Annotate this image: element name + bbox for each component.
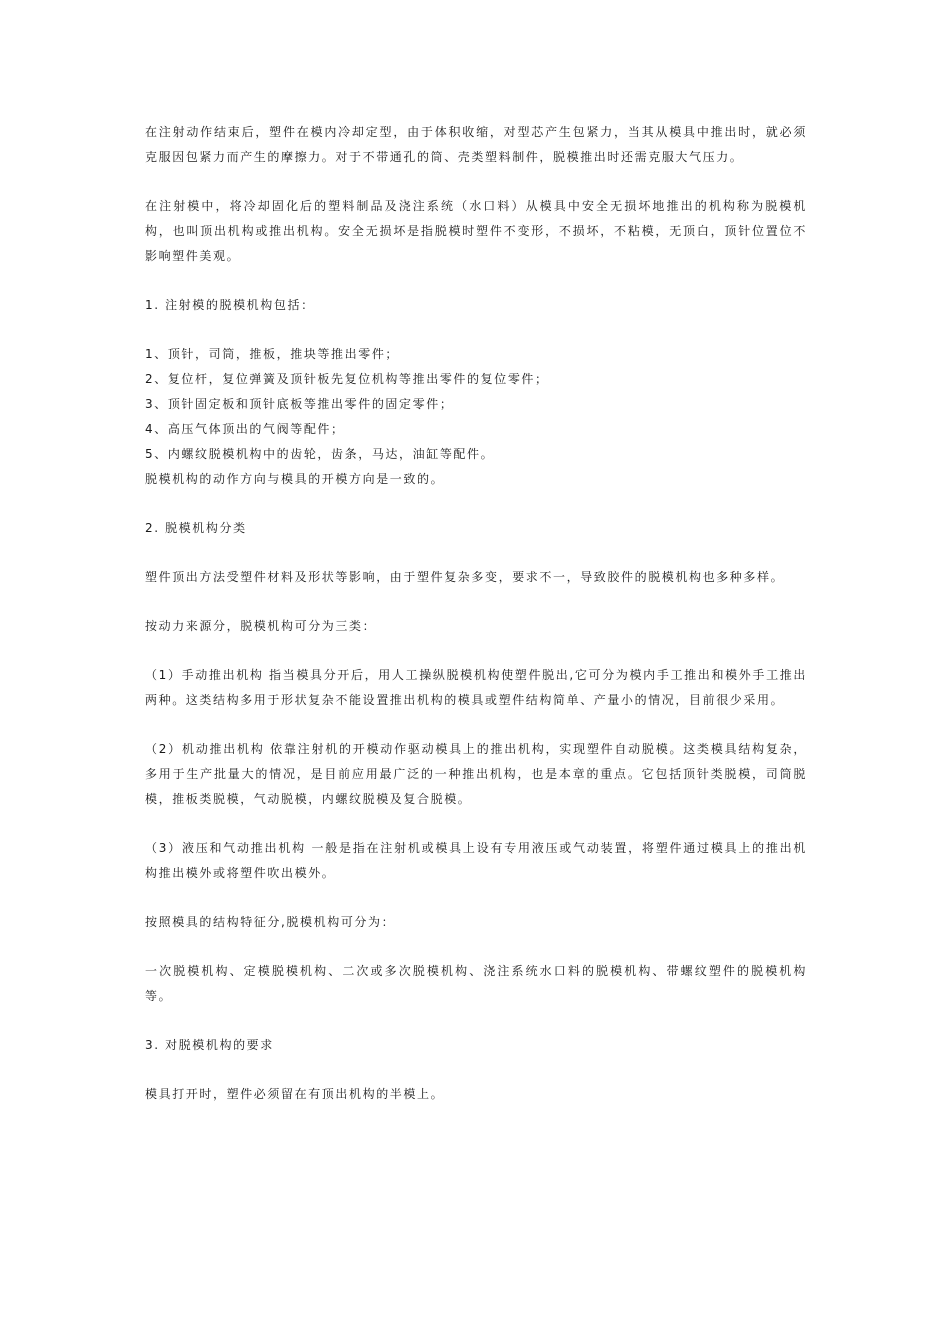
paragraph-intro: 在注射动作结束后，塑件在模内冷却定型，由于体积收缩，对型芯产生包紧力，当其从模具中推出时，就必须克服因包紧力而产生的摩擦力。对于不带通孔的筒、壳类塑料制件，脱模推出时还需克服大气压力。 bbox=[145, 125, 807, 164]
paragraph-structure-types: 一次脱模机构、定模脱模机构、二次或多次脱模机构、浇注系统水口料的脱模机构、带螺纹塑件的脱模机构等。 bbox=[145, 964, 807, 1003]
paragraph-definition: 在注射模中，将冷却固化后的塑料制品及浇注系统（水口料）从模具中安全无损坏地推出的机构称为脱模机构，也叫顶出机构或推出机构。安全无损坏是指脱模时塑件不变形，不损坏，不粘模，无顶白，顶针位置位不影响塑件美观。 bbox=[145, 199, 807, 263]
document-body bbox=[145, 120, 807, 1107]
list-item: 3、顶针固定板和顶针底板等推出零件的固定零件； bbox=[145, 397, 454, 411]
paragraph-ejection-methods: 塑件顶出方法受塑件材料及形状等影响，由于塑件复杂多变，要求不一，导致胶件的脱模机构也多种多样。 bbox=[145, 570, 785, 584]
component-list bbox=[145, 342, 807, 467]
paragraph-power-source: 按动力来源分，脱模机构可分为三类： bbox=[145, 619, 377, 633]
paragraph-hydraulic: （3）液压和气动推出机构 一般是指在注射机或模具上设有专用液压或气动装置，将塑件通过模具上的推出机构推出模外或将塑件吹出模外。 bbox=[145, 841, 807, 880]
list-item: 5、内螺纹脱模机构中的齿轮，齿条，马达，油缸等配件。 bbox=[145, 447, 495, 461]
list-item: 1、顶针，司筒，推板，推块等推出零件； bbox=[145, 347, 400, 361]
list-item: 2、复位杆，复位弹簧及顶针板先复位机构等推出零件的复位零件； bbox=[145, 372, 549, 386]
paragraph-mechanical: （2）机动推出机构 依靠注射机的开模动作驱动模具上的推出机构，实现塑件自动脱模。这类模具结构复杂，多用于生产批量大的情况，是目前应用最广泛的一种推出机构，也是本章的重点。它包括顶针类脱模，司筒脱模，推板类脱模，气动脱模，内螺纹脱模及复合脱模。 bbox=[145, 742, 807, 806]
list-item: 4、高压气体顶出的气阀等配件； bbox=[145, 422, 345, 436]
paragraph-direction: 脱模机构的动作方向与模具的开模方向是一致的。 bbox=[145, 472, 445, 486]
paragraph-structure: 按照模具的结构特征分,脱模机构可分为： bbox=[145, 915, 396, 929]
section-heading-3: 3. 对脱模机构的要求 bbox=[145, 1038, 274, 1052]
paragraph-requirement: 模具打开时，塑件必须留在有顶出机构的半模上。 bbox=[145, 1087, 445, 1101]
paragraph-manual: （1）手动推出机构 指当模具分开后，用人工操纵脱模机构使塑件脱出,它可分为模内手工推出和模外手工推出两种。这类结构多用于形状复杂不能设置推出机构的模具或塑件结构简单、产量小的情况，目前很少采用。 bbox=[145, 668, 807, 707]
section-heading-2: 2. 脱模机构分类 bbox=[145, 521, 247, 535]
section-heading-1: 1. 注射模的脱模机构包括： bbox=[145, 298, 315, 312]
